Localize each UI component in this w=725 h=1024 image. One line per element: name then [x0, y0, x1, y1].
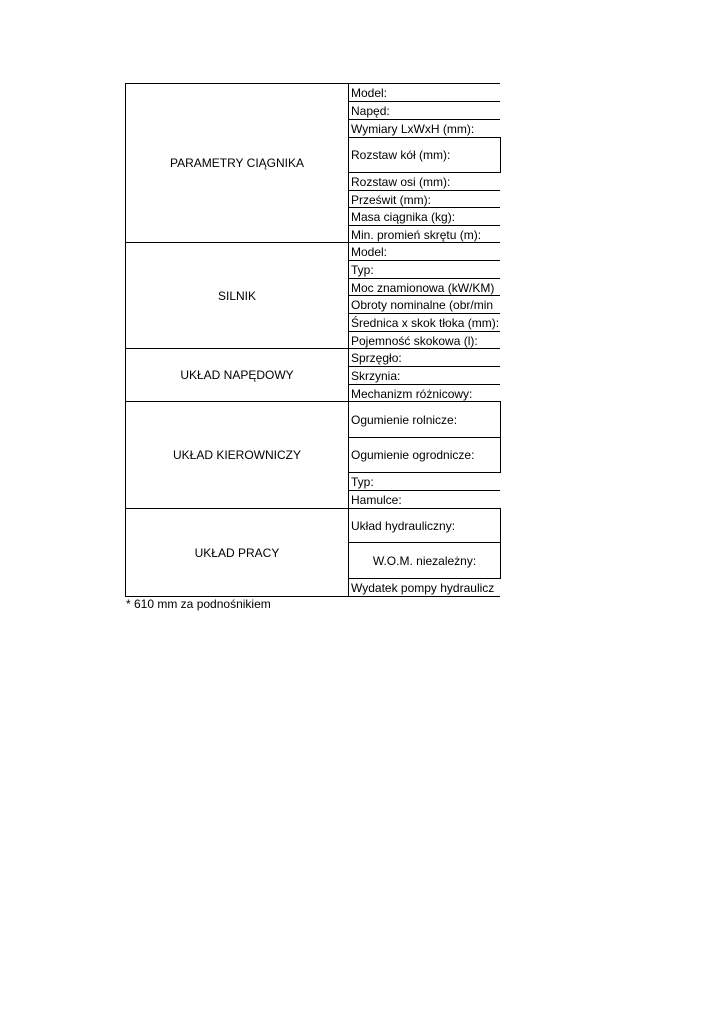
row-rozstaw-kol	[348, 137, 501, 173]
row-label: Prześwit (mm):	[351, 192, 431, 207]
row-label: Skrzynia:	[351, 368, 401, 383]
group-title: PARAMETRY CIĄGNIKA	[169, 156, 305, 170]
row-promien	[348, 225, 500, 243]
row-label: Model:	[351, 244, 388, 259]
row-skrzynia	[348, 366, 500, 384]
row-label: Mechanizm różnicowy:	[351, 386, 473, 401]
row-silnik-typ	[348, 260, 500, 278]
row-ogumienie-rolnicze	[348, 401, 501, 438]
row-label: Typ:	[351, 474, 374, 489]
group-label-silnik	[125, 242, 348, 349]
row-label: Sprzęgło:	[351, 350, 402, 365]
row-label: Obroty nominalne (obr/min	[351, 297, 494, 312]
row-label: Wymiary LxWxH (mm):	[351, 121, 475, 136]
row-kier-typ	[348, 472, 500, 490]
row-label: Masa ciągnika (kg):	[351, 209, 456, 224]
group-title: UKŁAD NAPĘDOWY	[180, 368, 294, 382]
group-label-parametry	[125, 83, 348, 243]
row-label: Model:	[351, 85, 388, 100]
footnote: * 610 mm za podnośnikiem	[126, 597, 271, 611]
row-label: Moc znamionowa (kW/KM)	[351, 280, 495, 295]
row-label: Ogumienie rolnicze:	[351, 412, 458, 427]
row-label: Rozstaw kół (mm):	[351, 148, 451, 162]
row-obroty	[348, 295, 500, 313]
row-model	[348, 83, 500, 101]
row-sprzeglo	[348, 348, 500, 366]
row-moc	[348, 278, 500, 296]
group-label-praca	[125, 508, 348, 597]
row-naped	[348, 101, 500, 119]
row-silnik-model	[348, 242, 500, 260]
row-label: Min. promień skrętu (m):	[351, 227, 482, 242]
group-label-kierowniczy	[125, 401, 348, 509]
row-label: Średnica x skok tłoka (mm):	[351, 315, 500, 330]
row-label: Wydatek pompy hydraulicz	[351, 580, 495, 595]
row-label: Hamulce:	[351, 492, 402, 507]
group-title: UKŁAD PRACY	[194, 545, 280, 560]
row-masa	[348, 207, 500, 225]
row-label: Układ hydrauliczny:	[351, 518, 456, 533]
row-label: Ogumienie ogrodnicze:	[351, 448, 475, 462]
row-label: W.O.M. niezależny:	[372, 553, 477, 568]
group-title: SILNIK	[217, 288, 256, 303]
group-title: UKŁAD KIEROWNICZY	[172, 448, 301, 462]
group-label-naped	[125, 348, 348, 402]
row-label: Rozstaw osi (mm):	[351, 174, 451, 189]
row-wymiary	[348, 119, 500, 137]
row-label: Pojemność skokowa (l):	[351, 333, 478, 348]
row-mechanizm	[348, 384, 500, 402]
table-bottom-border	[348, 596, 500, 597]
row-wom	[348, 542, 501, 579]
row-srednica	[348, 313, 500, 331]
row-hamulce	[348, 490, 500, 508]
row-hydraulika	[348, 508, 501, 543]
row-ogumienie-ogrodnicze	[348, 437, 501, 473]
row-label: Typ:	[351, 262, 374, 277]
row-wydatek-pompy	[348, 578, 500, 596]
row-pojemnosc	[348, 331, 500, 349]
row-przeswit	[348, 190, 500, 208]
row-rozstaw-osi	[348, 172, 500, 190]
row-label: Napęd:	[351, 103, 390, 118]
